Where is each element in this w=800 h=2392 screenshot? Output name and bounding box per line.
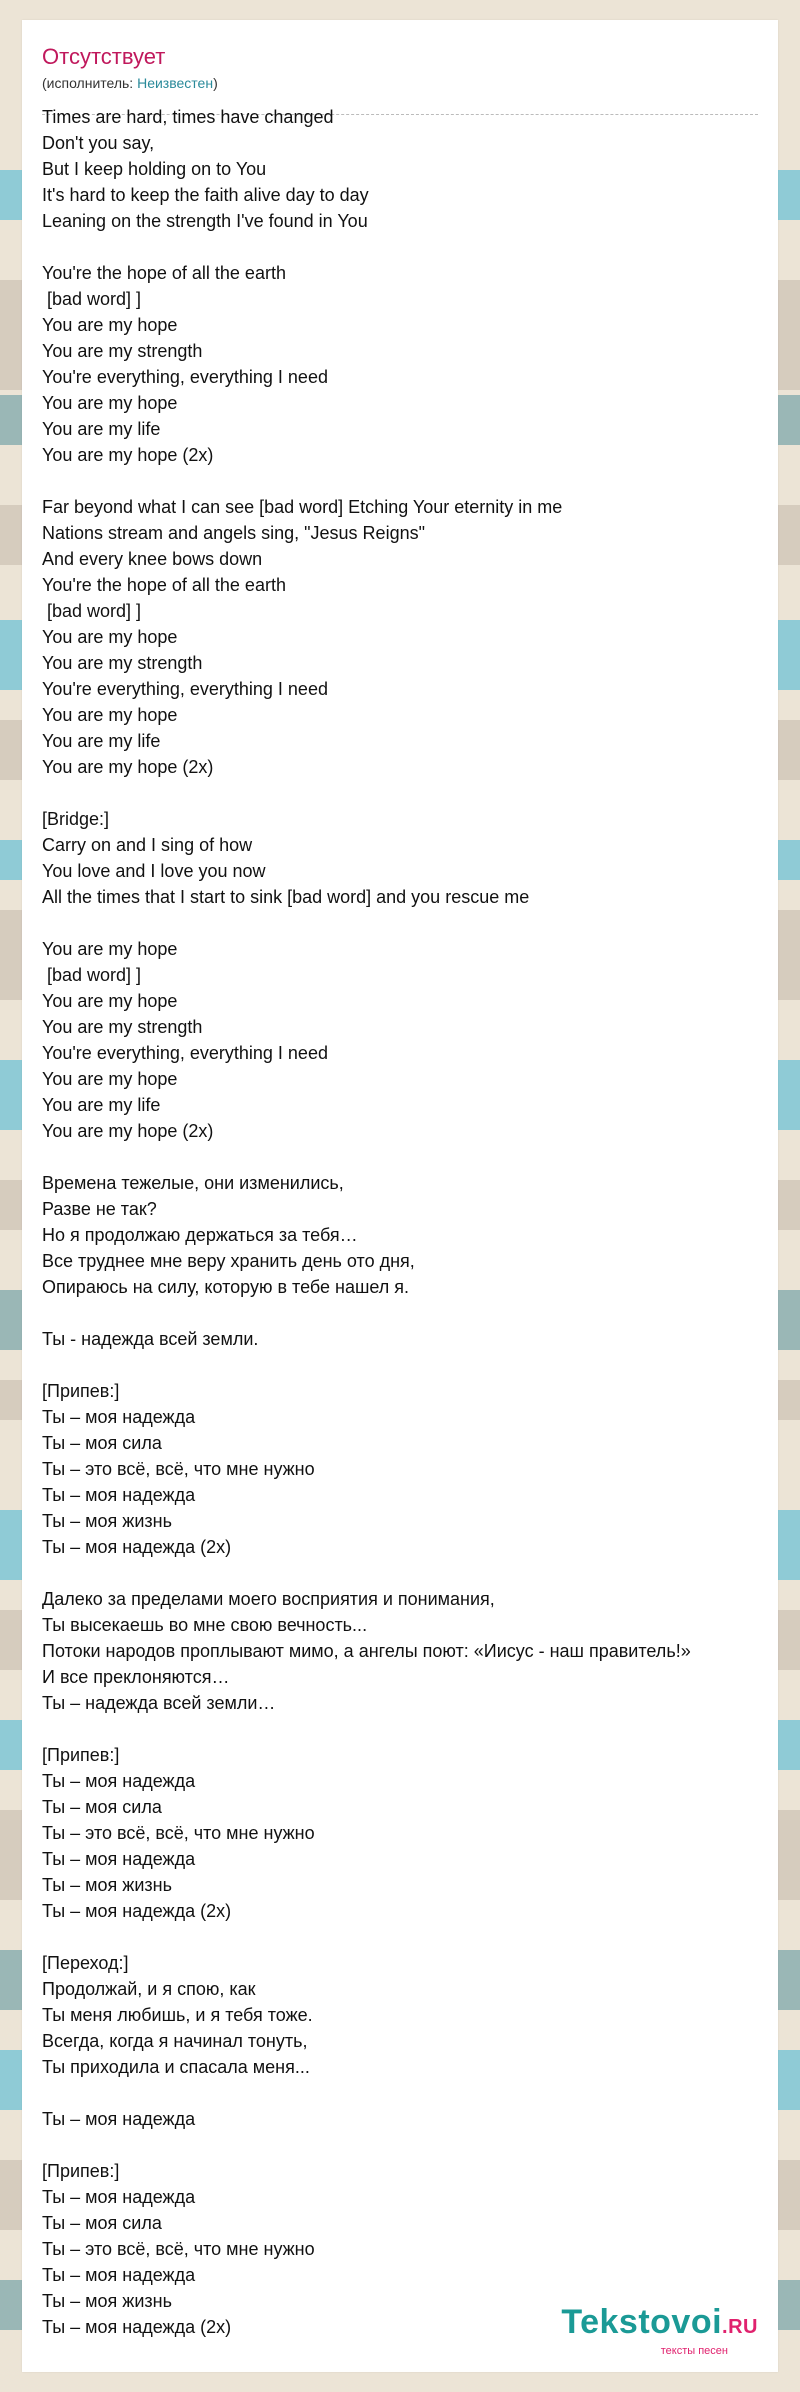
lyric-line: [Припев:]: [42, 2161, 120, 2181]
lyric-line: Ты – моя жизнь: [42, 1875, 172, 1895]
lyric-line: All the times that I start to sink [bad word] and you rescue me: [42, 887, 530, 907]
lyric-line: And every knee bows down: [42, 549, 263, 569]
lyric-line: Разве не так?: [42, 1199, 157, 1219]
lyric-line: Ты – моя надежда: [42, 1849, 196, 1869]
lyric-blank-line: [42, 2080, 782, 2106]
lyric-line: Потоки народов проплывают мимо, а ангелы поют: «Иисус - наш правитель!»: [42, 1641, 691, 1661]
lyric-line: You are my hope (2x): [42, 445, 214, 465]
lyric-line: Ты – это всё, всё, что мне нужно: [42, 2239, 315, 2259]
lyric-line: You are my life: [42, 1095, 161, 1115]
lyric-line: Ты – моя жизнь: [42, 2291, 172, 2311]
lyric-line: Far beyond what I can see [bad word] Etching Your eternity in me: [42, 497, 563, 517]
lyric-line: Ты – надежда всей земли…: [42, 1693, 276, 1713]
lyric-line: Ты – моя надежда (2x): [42, 1901, 232, 1921]
lyric-line: Ты – это всё, всё, что мне нужно: [42, 1459, 315, 1479]
lyric-line: But I keep holding on to You: [42, 159, 267, 179]
lyric-line: Ты - надежда всей земли.: [42, 1329, 259, 1349]
lyric-line: Leaning on the strength I've found in You: [42, 211, 368, 231]
lyric-line: You're everything, everything I need: [42, 367, 328, 387]
lyric-line: [Bridge:]: [42, 809, 110, 829]
lyric-line: You're everything, everything I need: [42, 679, 328, 699]
lyric-line: [Переход:]: [42, 1953, 129, 1973]
logo-main-text: Tekstovoi: [561, 2303, 723, 2341]
lyric-line: Продолжай, и я спою, как: [42, 1979, 256, 1999]
lyric-line: You are my strength: [42, 341, 203, 361]
lyric-line: You are my hope (2x): [42, 757, 214, 777]
lyric-line: Ты высекаешь во мне свою вечность...: [42, 1615, 368, 1635]
lyric-line: You are my hope: [42, 991, 178, 1011]
lyric-line: [Припев:]: [42, 1381, 120, 1401]
lyric-line: You are my hope: [42, 939, 178, 959]
lyric-line: Ты – моя надежда: [42, 1407, 196, 1427]
song-title: Отсутствует: [42, 44, 166, 69]
lyric-blank-line: [42, 1716, 782, 1742]
lyric-blank-line: [42, 1300, 782, 1326]
lyric-line: [Припев:]: [42, 1745, 120, 1765]
lyric-line: Ты – моя надежда: [42, 2109, 196, 2129]
lyric-blank-line: [42, 1560, 782, 1586]
performer-suffix: ): [213, 75, 218, 91]
lyric-line: You are my hope: [42, 705, 178, 725]
lyric-line: You are my hope: [42, 393, 178, 413]
lyric-line: Ты – моя надежда: [42, 1485, 196, 1505]
lyric-line: Времена тежелые, они изменились,: [42, 1173, 344, 1193]
logo-suffix: .RU: [722, 2316, 758, 2338]
lyric-blank-line: [42, 1924, 782, 1950]
lyric-line: Далеко за пределами моего восприятия и понимания,: [42, 1589, 495, 1609]
performer-link[interactable]: Неизвестен: [137, 75, 214, 91]
lyric-line: You're everything, everything I need: [42, 1043, 328, 1063]
lyric-line: You are my hope: [42, 1069, 178, 1089]
lyric-line: Ты – моя надежда: [42, 1771, 196, 1791]
lyric-line: Ты – моя надежда: [42, 2265, 196, 2285]
lyric-line: You are my strength: [42, 653, 203, 673]
lyrics-page: [22, 20, 778, 2372]
lyric-line: Ты – моя надежда (2x): [42, 1537, 232, 1557]
lyric-line: You're the hope of all the earth: [42, 263, 286, 283]
lyric-line: Опираюсь на силу, которую в тебе нашел я.: [42, 1277, 410, 1297]
lyric-line: You are my strength: [42, 1017, 203, 1037]
lyric-blank-line: [42, 1352, 782, 1378]
lyric-line: Times are hard, times have changed: [42, 107, 334, 127]
lyric-blank-line: [42, 468, 782, 494]
logo-tagline: тексты песен: [660, 2345, 728, 2357]
lyric-line: You love and I love you now: [42, 861, 266, 881]
lyric-line: Ты приходила и спасала меня...: [42, 2057, 310, 2077]
lyric-blank-line: [42, 780, 782, 806]
performer-prefix: (исполнитель:: [42, 75, 138, 91]
lyric-line: Все труднее мне веру хранить день ото дня,: [42, 1251, 415, 1271]
lyric-line: You're the hope of all the earth: [42, 575, 286, 595]
site-logo[interactable]: [558, 2304, 758, 2356]
lyric-line: [bad word] ]: [42, 601, 142, 621]
lyric-line: Ты – моя жизнь: [42, 1511, 172, 1531]
lyric-line: Don't you say,: [42, 133, 155, 153]
lyric-line: [bad word] ]: [42, 965, 142, 985]
logo-wordmark: [558, 2304, 758, 2345]
lyric-line: Nations stream and angels sing, "Jesus Reigns": [42, 523, 425, 543]
lyric-line: Carry on and I sing of how: [42, 835, 253, 855]
lyric-line: Ты – моя сила: [42, 1433, 162, 1453]
lyric-line: It's hard to keep the faith alive day to day: [42, 185, 369, 205]
lyric-blank-line: [42, 910, 782, 936]
lyric-line: [bad word] ]: [42, 289, 142, 309]
lyric-line: You are my hope: [42, 627, 178, 647]
lyric-line: Ты – моя сила: [42, 2213, 162, 2233]
performer-line: [42, 74, 758, 92]
lyric-line: Ты – это всё, всё, что мне нужно: [42, 1823, 315, 1843]
lyric-line: Ты меня любишь, и я тебя тоже.: [42, 2005, 313, 2025]
lyrics-text: [42, 104, 782, 2340]
lyric-line: Ты – моя надежда (2x): [42, 2317, 232, 2337]
lyric-line: You are my hope: [42, 315, 178, 335]
lyric-blank-line: [42, 234, 782, 260]
lyric-line: И все преклоняются…: [42, 1667, 230, 1687]
lyric-line: Ты – моя сила: [42, 1797, 162, 1817]
lyric-line: You are my hope (2x): [42, 1121, 214, 1141]
lyric-line: Ты – моя надежда: [42, 2187, 196, 2207]
lyric-blank-line: [42, 2132, 782, 2158]
lyric-line: You are my life: [42, 419, 161, 439]
lyric-blank-line: [42, 1144, 782, 1170]
lyric-line: Но я продолжаю держаться за тебя…: [42, 1225, 358, 1245]
lyric-line: You are my life: [42, 731, 161, 751]
lyric-line: Всегда, когда я начинал тонуть,: [42, 2031, 308, 2051]
